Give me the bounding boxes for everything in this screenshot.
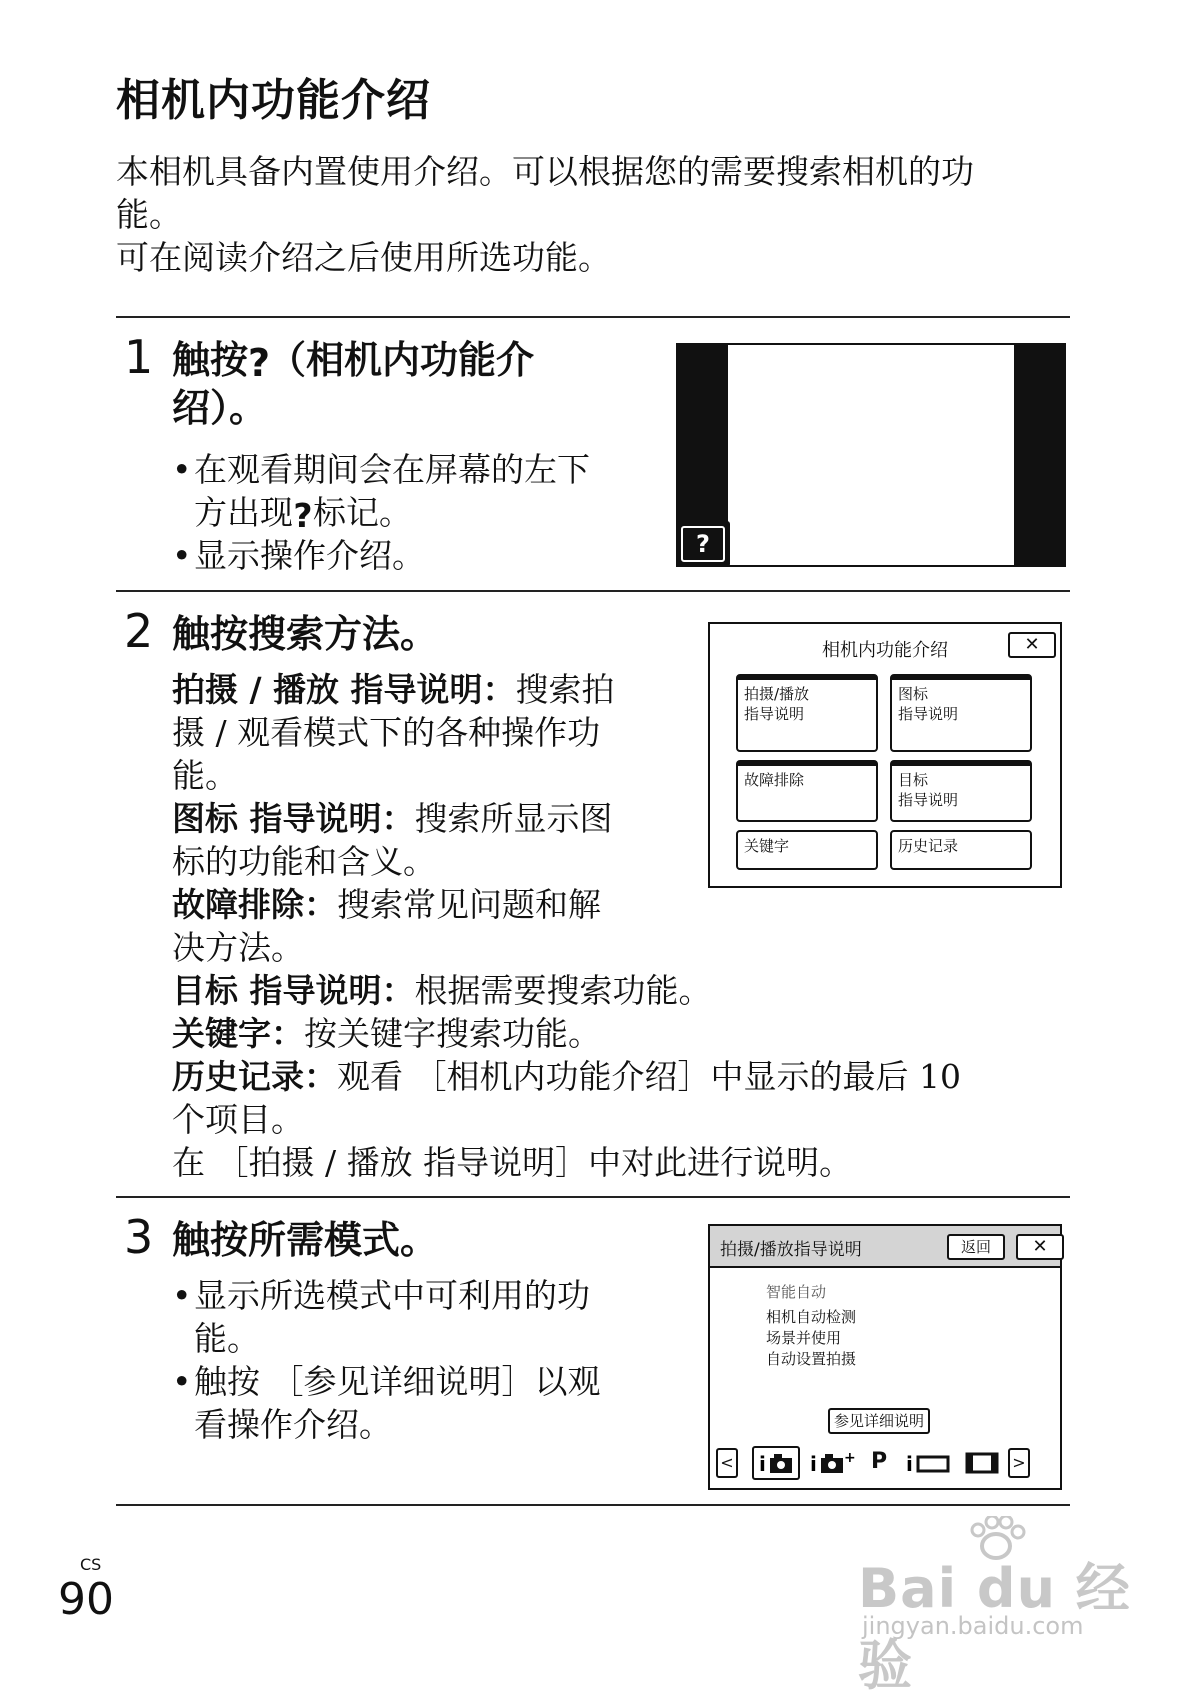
intelligent-panorama-mode-icon[interactable] — [904, 1446, 954, 1478]
language-code: CS — [80, 1555, 102, 1574]
step-3-bullets — [172, 1274, 652, 1446]
desc-line: 能。 — [172, 756, 238, 795]
svg-text:i: i — [759, 1452, 766, 1476]
help-icon: ? — [293, 496, 313, 535]
screen-header — [710, 1226, 1060, 1268]
playback-screen-illustration — [676, 343, 1066, 567]
superior-auto-mode-icon[interactable] — [808, 1446, 858, 1478]
divider — [116, 1504, 1070, 1506]
step-2-note: 在 ［拍摄 / 播放 指导说明］中对此进行说明。 — [172, 1143, 853, 1182]
list-item: • 在观看期间会在屏幕的左下 方出现?标记。 — [172, 448, 652, 534]
intro-line-1: 本相机具备内置使用介绍。可以根据您的需要搜索相机的功 — [116, 152, 974, 191]
step-2-number: 2 — [124, 604, 154, 658]
mode-name: 智能自动 — [766, 1283, 827, 1301]
back-button[interactable]: 返回 — [947, 1234, 1005, 1260]
page-title: 相机内功能介绍 — [116, 75, 431, 126]
step-3-heading: 触按所需模式。 — [172, 1218, 439, 1262]
mode-selector — [716, 1446, 1052, 1480]
letterbox-right — [1014, 345, 1064, 565]
watermark-url: jingyan.baidu.com — [862, 1612, 1084, 1640]
list-item: • 显示操作介绍。 — [172, 534, 652, 577]
desc-history: 历史记录：观看 ［相机内功能介绍］中显示的最后 10 — [172, 1057, 961, 1096]
mode-desc-line: 自动设置拍摄 — [766, 1350, 857, 1368]
screen-title: 拍摄/播放指导说明 — [720, 1240, 862, 1260]
shooting-playback-guide-button[interactable]: 拍摄/播放 指导说明 — [736, 674, 878, 752]
keyword-button[interactable]: 关键字 — [736, 830, 878, 870]
desc-line: 决方法。 — [172, 928, 304, 967]
program-auto-mode-icon[interactable]: P — [870, 1449, 888, 1474]
movie-mode-icon[interactable] — [964, 1446, 1000, 1478]
list-item: • 触按 ［参见详细说明］以观 看操作介绍。 — [172, 1360, 652, 1446]
svg-text:i: i — [810, 1452, 817, 1476]
icon-guide-button[interactable]: 图标 指导说明 — [890, 674, 1032, 752]
intro-line-3: 可在阅读介绍之后使用所选功能。 — [116, 238, 611, 277]
step-2-heading: 触按搜索方法。 — [172, 612, 439, 656]
desc-line: 个项目。 — [172, 1100, 304, 1139]
desc-icon-guide: 图标 指导说明：搜索所显示图 — [172, 799, 613, 838]
mode-description — [766, 1282, 856, 1370]
mode-desc-line: 场景并使用 — [766, 1329, 842, 1347]
help-button[interactable] — [676, 521, 730, 567]
list-item: • 显示所选模式中可利用的功 能。 — [172, 1274, 652, 1360]
desc-line: 标的功能和含义。 — [172, 842, 436, 881]
purpose-guide-button[interactable]: 目标 指导说明 — [890, 760, 1032, 822]
desc-purpose-guide: 目标 指导说明：根据需要搜索功能。 — [172, 971, 712, 1010]
divider — [116, 590, 1070, 592]
svg-text:+: + — [844, 1450, 856, 1466]
prev-arrow-icon[interactable]: < — [716, 1448, 738, 1478]
see-details-button[interactable]: 参见详细说明 — [828, 1408, 930, 1434]
troubleshooting-button[interactable]: 故障排除 — [736, 760, 878, 822]
desc-troubleshooting: 故障排除：搜索常见问题和解 — [172, 885, 601, 924]
screen-title: 相机内功能介绍 — [822, 640, 948, 661]
close-button[interactable]: ✕ — [1016, 1234, 1064, 1260]
history-button[interactable]: 历史记录 — [890, 830, 1032, 870]
mode-desc-line: 相机自动检测 — [766, 1308, 857, 1326]
svg-text:i: i — [906, 1452, 913, 1476]
guide-menu-screen — [708, 622, 1062, 888]
desc-line: 摄 / 观看模式下的各种操作功 — [172, 713, 601, 752]
desc-keyword: 关键字：按关键字搜索功能。 — [172, 1014, 601, 1053]
next-arrow-icon[interactable]: > — [1008, 1448, 1030, 1478]
step-1-number: 1 — [124, 330, 154, 384]
desc-shooting-playback: 拍摄 / 播放 指导说明：搜索拍 — [172, 670, 615, 709]
help-icon: ? — [248, 341, 271, 385]
divider — [116, 316, 1070, 318]
help-icon: ? — [681, 526, 725, 562]
intro-line-2: 能。 — [116, 195, 182, 234]
step-1-heading: 触按?（相机内功能介 绍）。 — [172, 338, 535, 430]
close-button[interactable]: ✕ — [1008, 632, 1056, 658]
page-number: 90 — [58, 1574, 114, 1625]
baidu-jingyan-watermark — [858, 1516, 1148, 1697]
divider — [116, 1196, 1070, 1198]
mode-guide-screen — [708, 1224, 1062, 1490]
watermark-brand: Bai du 经验 — [858, 1557, 1131, 1697]
step-1-bullets — [172, 448, 652, 577]
intelligent-auto-mode-icon[interactable] — [752, 1446, 800, 1480]
step-3-number: 3 — [124, 1210, 154, 1264]
